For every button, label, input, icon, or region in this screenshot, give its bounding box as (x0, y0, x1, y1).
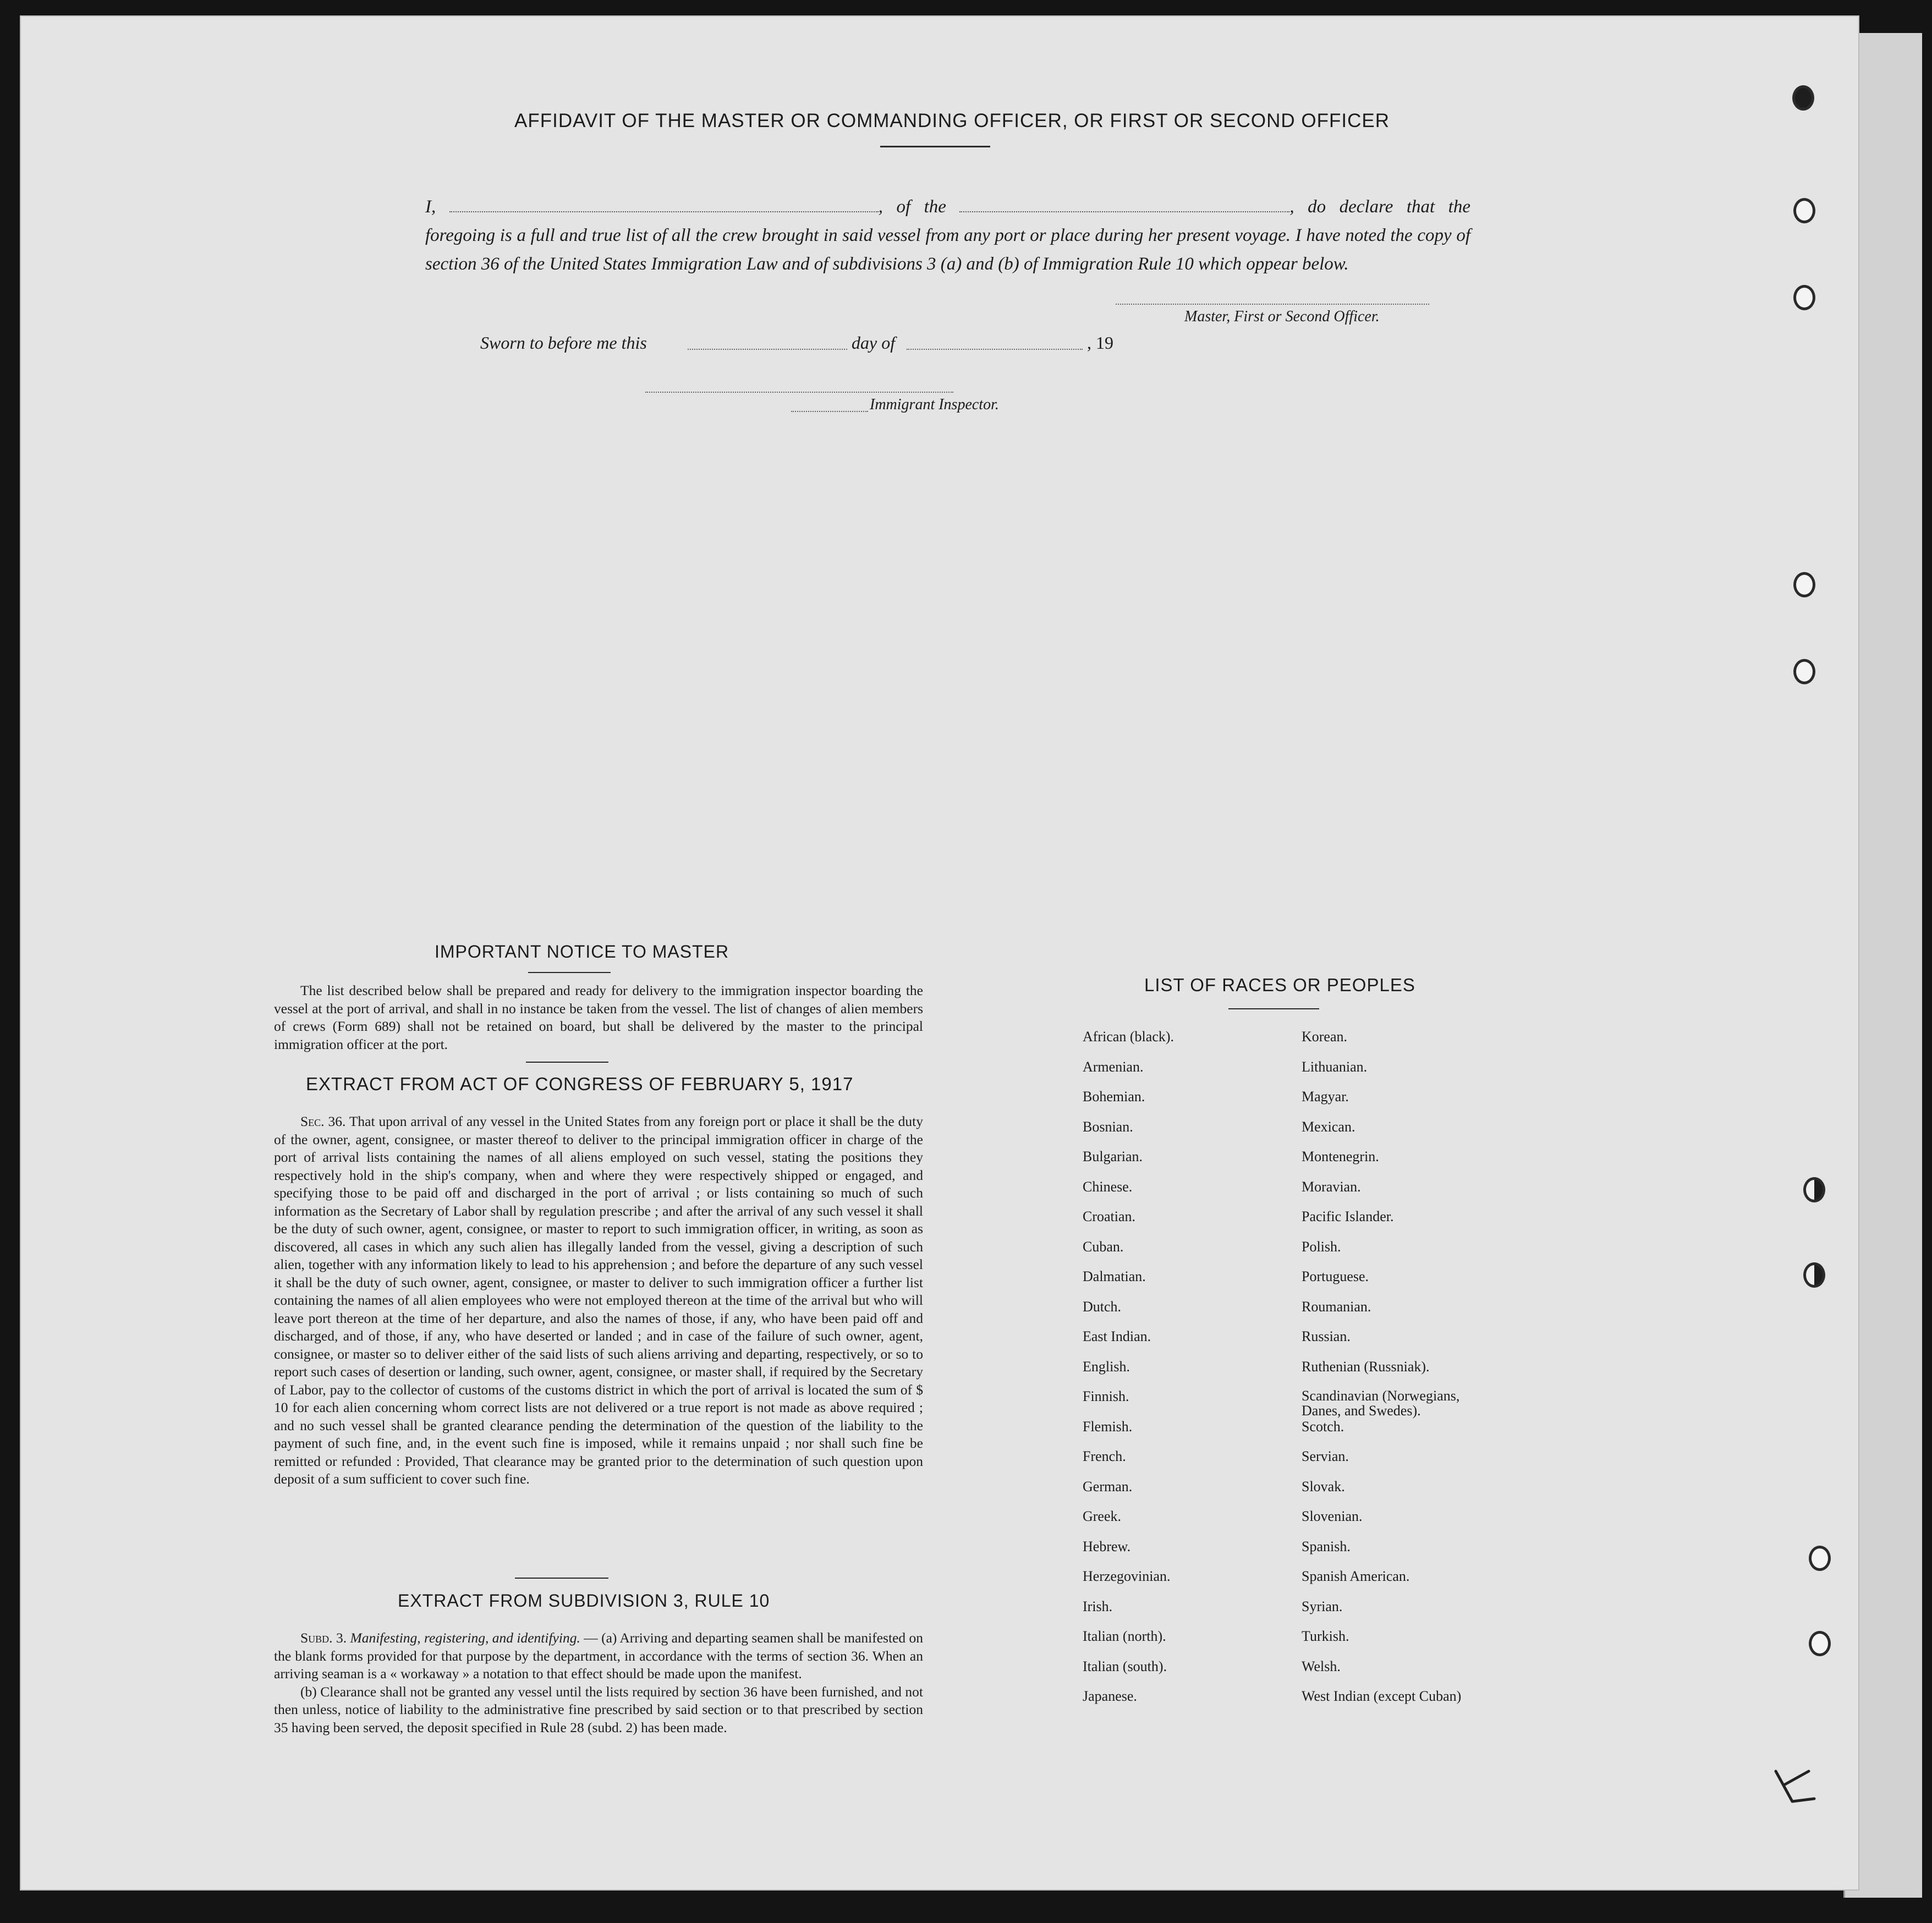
affidavit-word-i: I, (425, 197, 436, 217)
race-item: Hebrew. (1083, 1538, 1131, 1554)
race-item: Magyar. (1302, 1089, 1349, 1105)
binding-hole (1803, 1177, 1825, 1202)
act-extract-end-rule (515, 1578, 608, 1579)
race-item: Croatian. (1083, 1208, 1136, 1224)
race-item: Russian. (1302, 1328, 1351, 1344)
inspector-signature-line[interactable] (645, 391, 953, 393)
binding-hole (1793, 659, 1815, 684)
race-item: Finnish. (1083, 1388, 1129, 1404)
race-item: Bulgarian. (1083, 1149, 1143, 1164)
race-item: Italian (north). (1083, 1628, 1166, 1644)
race-item: Syrian. (1302, 1598, 1343, 1614)
binding-hole (1793, 198, 1815, 223)
section-36-label: Sec. 36. (300, 1113, 346, 1129)
binding-hole (1792, 85, 1814, 111)
race-item: Herzegovinian. (1083, 1568, 1171, 1584)
race-item: Pacific Islander. (1302, 1208, 1394, 1224)
race-item: Roumanian. (1302, 1298, 1371, 1315)
sworn-day-blank[interactable] (688, 348, 847, 350)
race-item: Cuban. (1083, 1238, 1124, 1255)
binding-hole (1809, 1631, 1831, 1656)
race-item: Chinese. (1083, 1178, 1133, 1195)
affidavit-word-of-the: , of the (878, 197, 946, 217)
master-signature-line[interactable] (1116, 303, 1429, 305)
rule-extract-body (274, 1629, 923, 1737)
subd-para-a: — (a) Arriving and departing seamen shall be manifested on the blank forms provided for that purpose by the department, in accordance with the terms of section 36. When an arriving seaman is a « workaway » a notation to that effect should be made upon the manifest. (274, 1630, 924, 1682)
races-right-column (1302, 1022, 1500, 1712)
binding-hole (1793, 285, 1815, 310)
race-item: Armenian. (1083, 1058, 1144, 1075)
affidavit-title: AFFIDAVIT OF THE MASTER OR COMMANDING OFFICER, OR FIRST OR SECOND OFFICER (514, 110, 1390, 131)
document-page (21, 17, 1858, 1889)
sworn-year: , 19 (1087, 333, 1113, 353)
race-item: Servian. (1302, 1448, 1349, 1464)
race-item: Portuguese. (1302, 1268, 1369, 1284)
affidavit-title-rule (880, 146, 990, 147)
rule-para-a (274, 1629, 923, 1683)
affidavit-body: that the foregoing is a full and true list of all the crew brought in said vessel from any port or place during her present voyage. I have noted the copy of section 36 of the United States Immigration Law and of subdivisions 3 (a) and (b) of Immigration Rule 10 which oppear below. (425, 197, 1470, 274)
race-item: African (black). (1083, 1029, 1174, 1045)
race-item: Scotch. (1302, 1418, 1344, 1435)
subd-label: Subd. 3. (300, 1630, 347, 1646)
race-item: Irish. (1083, 1598, 1113, 1614)
race-item: Turkish. (1302, 1628, 1349, 1644)
race-item: Montenegrin. (1302, 1149, 1379, 1164)
subd-heading: Manifesting, registering, and identifying. (350, 1630, 580, 1646)
officer-name-blank[interactable] (449, 194, 879, 212)
act-extract-title: EXTRACT FROM ACT OF CONGRESS OF FEBRUARY 5, 1917 (306, 1074, 854, 1094)
binding-hole (1803, 1262, 1825, 1288)
race-item: Scandinavian (Norwegians, Danes, and Swedes). (1302, 1388, 1460, 1419)
race-item: Japanese. (1083, 1688, 1137, 1704)
affidavit-word-do-declare: , do declare (1289, 197, 1393, 217)
race-item: West Indian (except Cuban) (1302, 1688, 1462, 1704)
race-item: Bohemian. (1083, 1089, 1145, 1105)
sworn-prefix: Sworn to before me this (480, 333, 647, 353)
master-signature-label: Master, First or Second Officer. (1184, 308, 1380, 325)
race-item: Ruthenian (Russniak). (1302, 1358, 1430, 1375)
sworn-day-of: day of (852, 333, 896, 353)
races-left-column (1083, 1022, 1174, 1712)
affidavit-statement (425, 193, 1470, 278)
races-title-rule (1228, 1008, 1319, 1009)
inspector-label: Immigrant Inspector. (870, 396, 999, 413)
binding-hole (1809, 1546, 1831, 1571)
race-item: English. (1083, 1358, 1130, 1375)
race-item: Welsh. (1302, 1658, 1341, 1674)
race-item: Spanish American. (1302, 1568, 1410, 1584)
notice-text: The list described below shall be prepared and ready for delivery to the immigration inspector boarding the vessel at the port of arrival, and shall in no instance be taken from the vessel. The list of changes of alien members of crews (Form 689) shall not be retained on board, but shall be delivered by the master to the principal immigration officer at the port. (274, 982, 923, 1052)
act-extract-body (274, 1113, 923, 1488)
race-item: Slovak. (1302, 1478, 1345, 1495)
vessel-name-blank[interactable] (959, 194, 1289, 212)
race-item: Greek. (1083, 1508, 1122, 1524)
sworn-month-blank[interactable] (907, 348, 1083, 350)
race-item: Polish. (1302, 1238, 1341, 1255)
act-extract-text (274, 1113, 923, 1488)
race-item: Slovenian. (1302, 1508, 1363, 1524)
race-item: Mexican. (1302, 1118, 1355, 1135)
inspector-signature-dots (791, 410, 868, 412)
race-item: German. (1083, 1478, 1133, 1495)
rule-extract-title: EXTRACT FROM SUBDIVISION 3, RULE 10 (398, 1591, 770, 1611)
rule-para-b: (b) Clearance shall not be granted any vessel until the lists required by section 36 have been furnished, and not then unless, notice of liability to the administrative fine prescribed by said section or to that prescribed by section 35 having been served, the deposit specified in Rule 28 (subd. 2) has been made. (274, 1683, 923, 1735)
notice-end-rule (526, 1062, 608, 1063)
race-item: Bosnian. (1083, 1118, 1133, 1135)
section-36-text: That upon arrival of any vessel in the United States from any foreign port or place it shall be the duty of the owner, agent, consignee, or master thereof to deliver to the principal immigration officer in charge of the port of arrival lists containing the names of all aliens employed on such vessel, stating the positions they respectively hold in the ship's company, when and where they were respectively shipped or engaged, and specifying those to be paid off and discharged in the port of arrival ; or lists containing so much of such information as the Secretary of Labor shall by regulation prescribe ; and after the arrival of any such vessel it shall be the duty of such owner, agent, consignee, or master to report to such immigration officer, in writing, as soon as discovered, all cases in which any such alien has illegally landed from the vessel, giving a description of such alien, together with any information likely to lead to his apprehension ; and before the departure of any such vessel it shall be the duty of such owner, agent, consignee, or master to deliver to such immigration officer a further list containing the names of all alien employees who were not employed thereon at the time of the arrival but who will leave port thereon at the time of her departure, and also the names of those, if any, who have been paid off and discharged, and of those, if any, who have deserted or landed ; and in case of the failure of such owner, agent, consignee, or master so to deliver either of the said lists of such aliens arriving and departing, respectively, or so to report such cases of desertion or landing, such owner, agent, consignee, or master shall, if required by the Secretary of Labor, pay to the collector of customs of the customs district in which the port of arrival is located the sum of $ 10 for each alien concerning whom correct lists are not delivered or a true report is not made as above required ; and no such vessel shall be granted clearance pending the determination of the question of the liability to the payment of such fine, and, in the event such fine is imposed, while it remains unpaid ; nor shall such fine be remitted or refunded : Provided, That clearance may be granted prior to the determination of such question upon deposit of a sum sufficient to cover such fine. (274, 1113, 924, 1487)
race-item: East Indian. (1083, 1328, 1151, 1344)
race-item: French. (1083, 1448, 1126, 1464)
handwritten-mark-icon (1770, 1760, 1820, 1810)
notice-body (274, 982, 923, 1053)
binding-hole (1793, 572, 1815, 597)
race-item: Lithuanian. (1302, 1058, 1368, 1075)
notice-title-rule (528, 972, 611, 973)
race-item: Korean. (1302, 1029, 1348, 1045)
race-item: Flemish. (1083, 1418, 1133, 1435)
race-item: Dalmatian. (1083, 1268, 1146, 1284)
notice-title: IMPORTANT NOTICE TO MASTER (435, 942, 729, 962)
race-item: Dutch. (1083, 1298, 1122, 1315)
race-item: Italian (south). (1083, 1658, 1167, 1674)
race-item: Moravian. (1302, 1178, 1361, 1195)
races-title: LIST OF RACES OR PEOPLES (1144, 975, 1415, 995)
race-item: Spanish. (1302, 1538, 1351, 1554)
